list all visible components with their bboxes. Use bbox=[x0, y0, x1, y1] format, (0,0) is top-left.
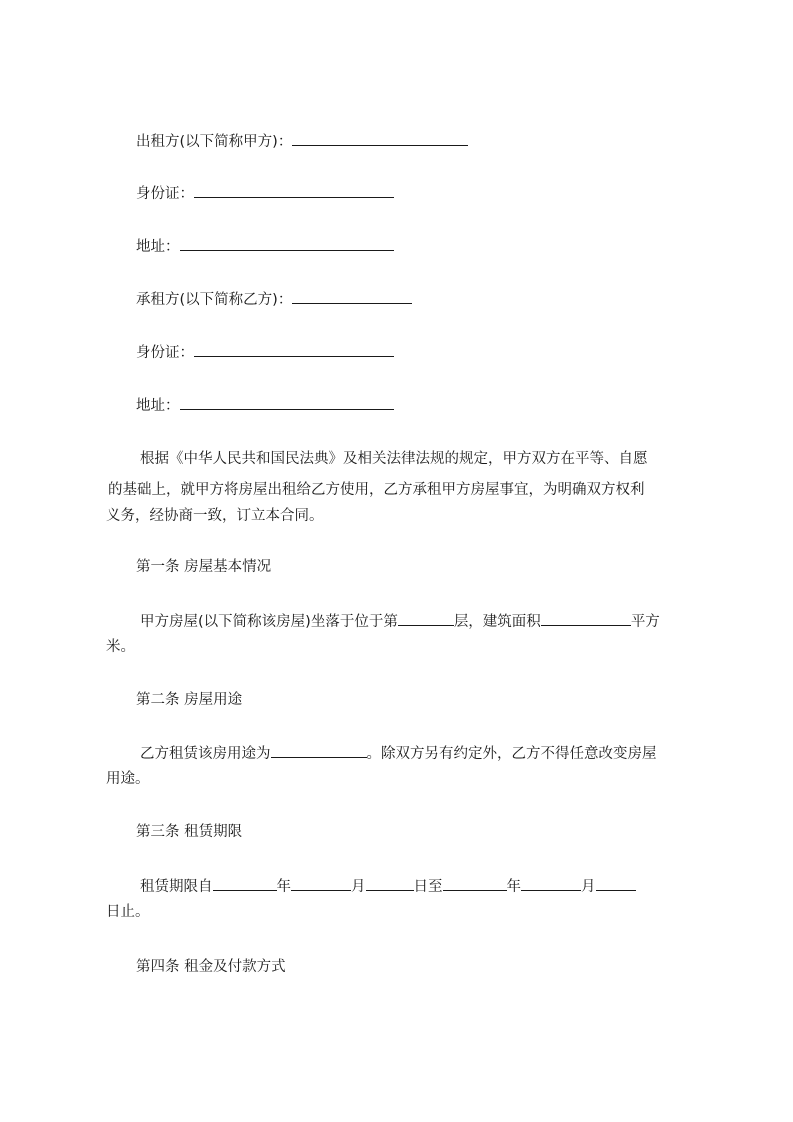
lessee-blank[interactable] bbox=[292, 289, 412, 304]
lessor-line bbox=[136, 131, 468, 152]
preamble-line-3: 义务，经协商一致，订立本合同。 bbox=[106, 508, 324, 524]
lessor-label: 出租方(以下简称甲方)： bbox=[136, 134, 293, 150]
lessee-label: 承租方(以下简称乙方)： bbox=[136, 292, 293, 308]
lessor-address-label: 地址： bbox=[136, 239, 180, 255]
article-3-line-1 bbox=[140, 876, 636, 897]
article-2-line-2: 用途。 bbox=[106, 771, 150, 787]
lessor-id-line bbox=[136, 183, 394, 204]
lessor-address-blank[interactable] bbox=[180, 236, 394, 251]
article-1-text: 甲方房屋(以下简称该房屋)坐落于位于第 bbox=[140, 614, 398, 630]
article-2-text: 。除双方另有约定外，乙方不得任意改变房屋 bbox=[366, 746, 657, 762]
preamble-line-2: 的基础上，就甲方将房屋出租给乙方使用，乙方承租甲方房屋事宜，为明确双方权利 bbox=[108, 482, 645, 498]
article-3-text: 月 bbox=[351, 879, 366, 895]
start-month-blank[interactable] bbox=[291, 876, 351, 891]
lessee-id-blank[interactable] bbox=[194, 342, 394, 357]
article-3-text: 年 bbox=[276, 879, 291, 895]
article-3-heading: 第三条 租赁期限 bbox=[136, 824, 243, 840]
article-1-heading: 第一条 房屋基本情况 bbox=[136, 559, 272, 575]
lessee-address-label: 地址： bbox=[136, 398, 180, 414]
end-month-blank[interactable] bbox=[521, 876, 581, 891]
lessee-line bbox=[136, 289, 412, 310]
lessee-address-blank[interactable] bbox=[180, 395, 394, 410]
article-4-heading: 第四条 租金及付款方式 bbox=[136, 959, 286, 975]
article-1-line-2: 米。 bbox=[106, 639, 135, 655]
end-day-blank[interactable] bbox=[596, 876, 636, 891]
article-3-text: 月 bbox=[581, 879, 596, 895]
lessee-id-line bbox=[136, 342, 394, 363]
lessor-id-blank[interactable] bbox=[194, 183, 394, 198]
start-year-blank[interactable] bbox=[213, 876, 277, 891]
end-year-blank[interactable] bbox=[443, 876, 507, 891]
lessee-id-label: 身份证： bbox=[136, 345, 194, 361]
article-3-line-2: 日止。 bbox=[106, 904, 150, 920]
article-2-line-1 bbox=[140, 743, 657, 764]
article-3-text: 年 bbox=[506, 879, 521, 895]
lessee-address-line bbox=[136, 395, 394, 416]
article-3-text: 日至 bbox=[413, 879, 443, 895]
article-3-text: 租赁期限自 bbox=[140, 879, 213, 895]
article-2-heading: 第二条 房屋用途 bbox=[136, 692, 243, 708]
preamble-line-1: 根据《中华人民共和国民法典》及相关法律法规的规定，甲方双方在平等、自愿 bbox=[140, 451, 648, 467]
article-1-text: 平方 bbox=[630, 614, 660, 630]
lessor-address-line bbox=[136, 236, 394, 257]
article-1-text: 层，建筑面积 bbox=[453, 614, 541, 630]
usage-blank[interactable] bbox=[271, 743, 367, 758]
lessor-blank[interactable] bbox=[292, 131, 468, 146]
floor-blank[interactable] bbox=[398, 611, 454, 626]
article-2-text: 乙方租赁该房用途为 bbox=[140, 746, 271, 762]
area-blank[interactable] bbox=[541, 611, 631, 626]
start-day-blank[interactable] bbox=[366, 876, 414, 891]
lessor-id-label: 身份证： bbox=[136, 186, 194, 202]
article-1-line-1 bbox=[140, 611, 660, 632]
